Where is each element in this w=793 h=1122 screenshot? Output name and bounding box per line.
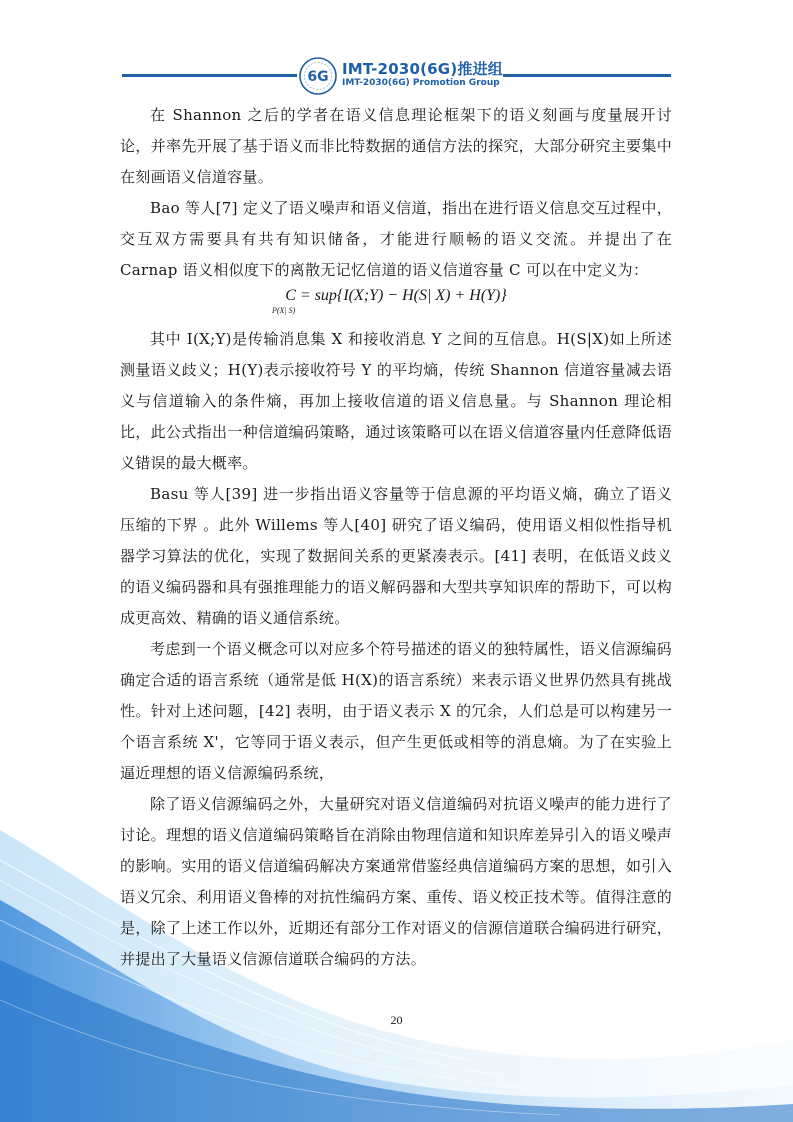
page-number: 20 [390,1013,403,1027]
formula-main: C = sup{I(X;Y) − H(S| X) + H(Y)} [285,287,507,304]
paragraph-6: 除了语义信源编码之外，大量研究对语义信道编码对抗语义噪声的能力进行了讨论。理想的语义信道编码策略旨在消除由物理信道和知识库差异引入的语义噪声的影响。实用的语义信道编码解决方案通常借鉴经典信道编码方案的思想，如引入语义冗余、利用语义鲁棒的对抗性编码方案、重传、语义校正技术等。值得注意的是，除了上述工作以外，近期还有部分工作对语义的信源信道联合编码进行研究，并提出了大量语义信源信道联合编码的方法。 [120,795,672,968]
header-subtitle: IMT-2030(6G) Promotion Group [342,78,500,88]
paragraph-2: Bao 等人[7] 定义了语义噪声和语义信道，指出在进行语义信息交互过程中，交互双方需要具有共有知识储备，才能进行顺畅的语义交流。并提出了在 Carnap 语义相似度下的离散无记忆信道的语义信道容量 C 可以在中定义为： [120,199,672,279]
header-rule-left [122,74,297,77]
header-rule-right [503,74,671,77]
paragraph-5: 考虑到一个语义概念可以对应多个符号描述的语义的独特属性，语义信源编码确定合适的语言系统（通常是低 H(X)的语言系统）来表示语义世界仍然具有挑战性。针对上述问题，[42] 表明，由于语义表示 X 的冗余，人们总是可以构建另一个语言系统 X'，它等同于语义表示，但产生更低或相等的消息熵。为了在实验上逼近理想的语义信源编码系统， [120,640,672,782]
semantic-capacity-formula [120,286,672,324]
paragraph-4: Basu 等人[39] 进一步指出语义容量等于信息源的平均语义熵，确立了语义压缩的下界 。此外 Willems 等人[40] 研究了语义编码，使用语义相似性指导机器学习算法的优化，实现了数据间关系的更紧凑表示。[41] 表明，在低语义歧义的语义编码器和具有强推理能力的语义解码器和大型共享知识库的帮助下，可以构成更高效、精确的语义通信系统。 [120,485,672,627]
formula-subscript: P(X| S) [272,306,296,315]
paragraph-3: 其中 I(X;Y)是传输消息集 X 和接收消息 Y 之间的互信息。H(S|X)如上所述测量语义歧义；H(Y)表示接收符号 Y 的平均熵，传统 Shannon 信道容量减去语义与信道输入的条件熵，再加上接收信道的语义信息量。与 Shannon 理论相比，此公式指出一种信道编码策略，通过该策略可以在语义信道容量内任意降低语义错误的最大概率。 [120,330,672,472]
page-header [0,56,793,96]
paragraph-1: 在 Shannon 之后的学者在语义信息理论框架下的语义刻画与度量展开讨论，并率先开展了基于语义而非比特数据的通信方法的探究，大部分研究主要集中在刻画语义信道容量。 [120,106,672,186]
header-logo-text [342,61,503,89]
header-title: IMT-2030(6G)推进组 [342,60,503,78]
logo-6g-text: 6G [307,69,329,85]
document-body [120,100,672,975]
imt-2030-logo-icon [297,56,339,96]
